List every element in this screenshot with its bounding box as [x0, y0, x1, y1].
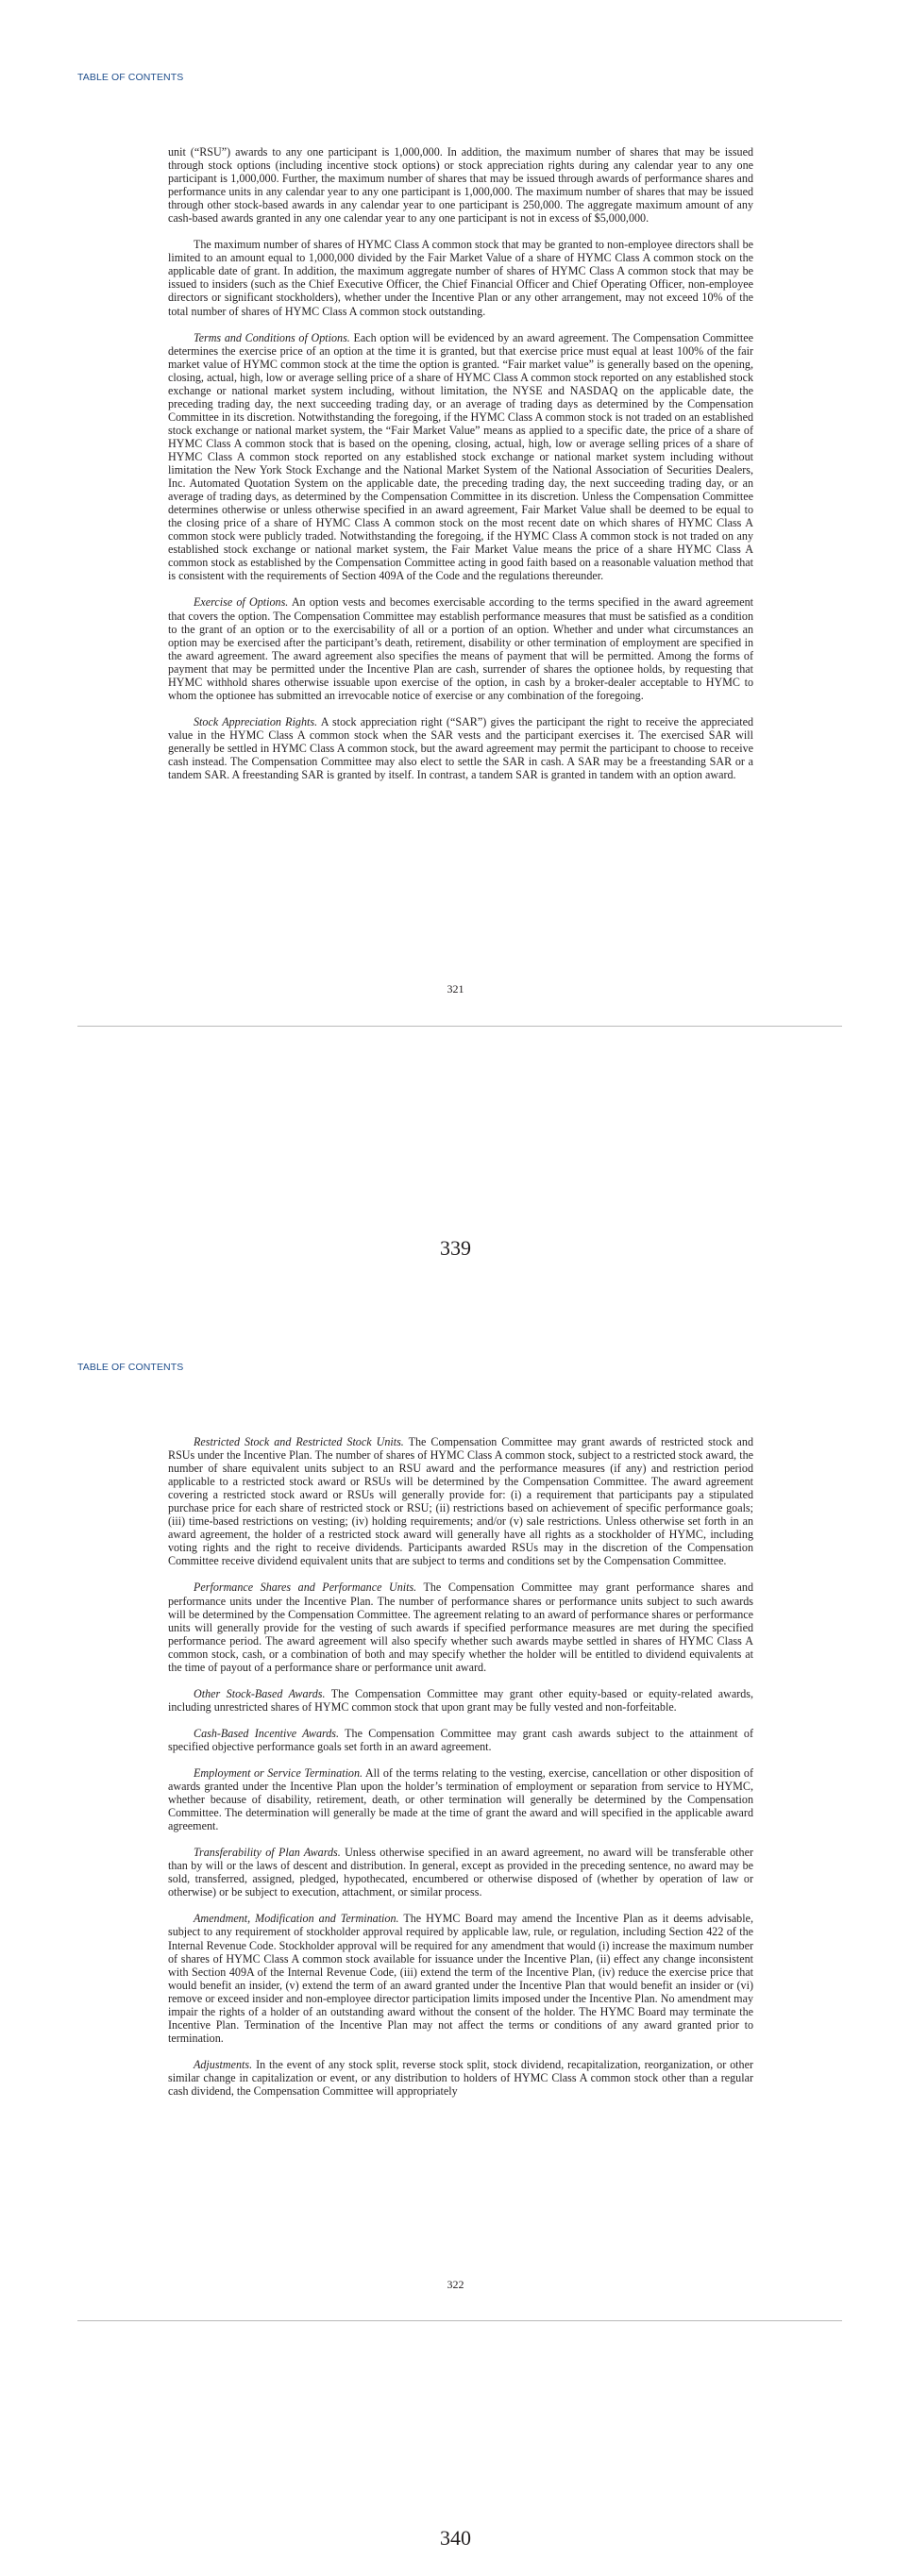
page-divider: [77, 1026, 842, 1027]
paragraph-text: The maximum number of shares of HYMC Class A common stock that may be granted to non-employee directors shall be limited to an amount equal to 1,000,000 divided by the Fair Market Value of a share of HYMC Class A common stock on the applicable date of grant. In addition, the maximum aggregate number of shares of HYMC Class A common stock that may be issued to insiders (such as the Chief Executive Officer, the Chief Financial Officer and Chief Operating Officer, non-employee directors or significant stockholders), whether under the Incentive Plan or any other arrangement, may not exceed 10% of the total number of shares of HYMC Class A common stock outstanding.: [168, 238, 753, 318]
page-footer-number: 321: [447, 982, 464, 995]
paragraph-heading: Stock Appreciation Rights.: [194, 714, 318, 728]
page-divider: [77, 2320, 842, 2321]
table-of-contents-link[interactable]: TABLE OF CONTENTS: [77, 72, 184, 83]
paragraph-heading: Adjustments.: [194, 2057, 253, 2071]
paragraph-heading: Other Stock-Based Awards.: [194, 1686, 326, 1700]
paragraph-director-limits: [168, 238, 753, 317]
paragraph-performance-shares: [168, 1581, 753, 1673]
paragraph-heading: Restricted Stock and Restricted Stock Units.: [194, 1435, 404, 1448]
paragraph-other-stock-based-awards: [168, 1687, 753, 1714]
paragraph-stock-appreciation-rights: [168, 715, 753, 781]
paragraph-heading: Amendment, Modification and Termination.: [194, 1912, 399, 1926]
page-322-body: [168, 1435, 753, 2111]
paragraph-text: Unless otherwise specified in an award agreement, no award will be transferable other than by will or the laws of descent and distribution. In general, except as provided in the preceding sentence, no award may be sold, transferred, assigned, pledged, hypothecated, encumbered or otherwise disposed of (whether by operation of law or otherwise) or be subject to execution, attachment, or similar process.: [168, 1846, 753, 1899]
paragraph-restricted-stock: [168, 1435, 753, 1567]
page-321-body: [168, 145, 753, 795]
paragraph-award-limits: [168, 145, 753, 225]
paragraph-text: Each option will be evidenced by an award agreement. The Compensation Committee determines the exercise price of an option at the time it is granted, but that exercise price must equal at least 100% of the fair market value of HYMC common stock at the time the option is granted. “Fair market value” is generally based on the opening, closing, actual, high, low or average selling price of a share of HYMC Class A common stock reported on any established stock exchange or national market system including, without limitation, the NYSE and NASDAQ on the applicable date, the preceding trading day, the next succeeding trading day, or an average of trading days as determined by the Compensation Committee in its discretion. Notwithstanding the foregoing, if the HYMC Class A common stock is not traded on an established stock exchange or national market system, the “Fair Market Value” means as applied to a specific date, the price of a share of HYMC Class A common stock that is based on the opening, closing, actual, high, low or average selling prices of a share of HYMC Class A common stock reported on any established stock exchange or national market system including without limitation the New York Stock Exchange and the National Market System of the National Association of Securities Dealers, Inc. Automated Quotation System on the applicable date, the preceding trading day, the next succeeding trading day, or an average of trading days, as determined by the Compensation Committee in its discretion. Unless the Compensation Committee determines otherwise or unless otherwise specified in an award agreement, Fair Market Value shall be deemed to be equal to the closing price of a share of HYMC Class A common stock on the most recent date on which shares of HYMC Class A common stock were publicly traded. Notwithstanding the foregoing, if the HYMC Class A common stock is not traded on any established stock exchange or national market system, the Fair Market Value means the price of a share HYMC Class A common stock as established by the Compensation Committee acting in good faith based on a reasonable valuation method that is consistent with the requirements of Section 409A of the Code and the regulations thereunder.: [168, 330, 753, 583]
paragraph-adjustments: [168, 2058, 753, 2098]
paragraph-employment-termination: [168, 1766, 753, 1832]
paragraph-cash-based-awards: [168, 1727, 753, 1753]
paragraph-text: An option vests and becomes exercisable according to the terms specified in the award agreement that covers the option. The Compensation Committee may establish performance measures that must be satisfied as a condition to the grant of an option or to the exercisability of all or a portion of an option. Whether and under what circumstances an option may be exercised after the participant’s death, retirement, disability or other termination of employment are specified in the award agreement. The award agreement also specifies the means of payment that will be permitted. Among the forms of payment that may be permitted under the Incentive Plan are cash, surrender of shares the optionee holds, by requesting that HYMC withhold shares otherwise issuable upon exercise of the option, in cash by a broker-dealer acceptable to HYMC to whom the optionee has submitted an irrevocable notice of exercise or any combination of the foregoing.: [168, 595, 753, 702]
paragraph-amendment: [168, 1912, 753, 2044]
paragraph-heading: Terms and Conditions of Options.: [194, 330, 350, 344]
paragraph-text: All of the terms relating to the vesting, exercise, cancellation or other disposition of awards granted under the Incentive Plan upon the holder’s termination of employment or separation from service to HYMC, whether because of disability, retirement, death, or other termination will generally be determined by the Compensation Committee. The determination will generally be made at the time of grant the award and will specified in the applicable award agreement.: [168, 1765, 753, 1833]
paragraph-text: The Compensation Committee may grant performance shares and performance units under the Incentive Plan. The number of performance shares or performance units subject to such awards will be determined by the Compensation Committee. The agreement relating to an award of performance shares or performance units will generally provide for the vesting of such awards if specified performance measures are met during the specified performance period. The award agreement will also specify whether such awards maybe settled in shares of HYMC Class A common stock, cash, or a combination of both and may specify whether the holder will be entitled to dividend equivalents at the time of payout of a performance share or performance unit award.: [168, 1581, 754, 1674]
paragraph-heading: Employment or Service Termination.: [194, 1765, 363, 1780]
paragraph-exercise-of-options: [168, 595, 753, 701]
paragraph-text: A stock appreciation right (“SAR”) gives the participant the right to receive the appreciated value in the HYMC Class A common stock when the SAR vests and the participant exercises it. The exercised SAR will generally be settled in HYMC Class A common stock, but the award agreement may permit the participant to choose to receive cash instead. The Compensation Committee may also elect to settle the SAR in cash. A SAR may be a freestanding SAR or a tandem SAR. A freestanding SAR is granted by itself. In contrast, a tandem SAR is granted in tandem with an option award.: [168, 714, 753, 782]
table-of-contents-link[interactable]: TABLE OF CONTENTS: [77, 1362, 184, 1373]
paragraph-text: The Compensation Committee may grant awards of restricted stock and RSUs under the Incentive Plan. The number of shares of HYMC Class A common stock, subject to a restricted stock award, the number of share equivalent units subject to an RSU award and the performance measures (if any) and restriction period applicable to a restricted stock award or RSUs will be determined by the Compensation Committee. The award agreement covering a restricted stock award or RSUs will generally provide for: (i) a requirement that participants pay a stipulated purchase price for each share of restricted stock or RSU; (ii) restrictions based on achievement of specific performance goals; (iii) time-based restrictions on vesting; (iv) holding requirements; and/or (v) sale restrictions. Unless otherwise set forth in an award agreement, the holder of a restricted stock award will generally have all rights as a stockholder of HYMC, including voting rights and the right to receive dividends. Participants awarded RSUs may in the discretion of the Compensation Committee receive dividend equivalent units that are subject to terms and conditions set by the Compensation Committee.: [168, 1435, 754, 1568]
paragraph-heading: Cash-Based Incentive Awards.: [194, 1726, 340, 1740]
paragraph-heading: Exercise of Options.: [194, 595, 289, 610]
paragraph-text: The Compensation Committee may grant other equity-based or equity-related awards, including unrestricted shares of HYMC common stock that upon grant may be fully vested and non-forfeitable.: [168, 1686, 753, 1714]
page-marker-number: 339: [440, 1236, 471, 1260]
paragraph-text: In the event of any stock split, reverse stock split, stock dividend, recapitalization, reorganization, or other similar change in capitalization or event, or any distribution to holders of HYMC Class A common stock other than a regular cash dividend, the Compensation Committee will appropriately: [168, 2057, 753, 2098]
paragraph-heading: Performance Shares and Performance Units.: [194, 1581, 417, 1595]
page-footer-number: 322: [447, 2278, 464, 2291]
paragraph-text: unit (“RSU”) awards to any one participant is 1,000,000. In addition, the maximum number of shares that may be issued through stock options (including incentive stock options) or stock appreciation rights during any calendar year to any one participant is 1,000,000. Further, the maximum number of shares that may be issued through awards of performance shares and performance units in any calendar year to any one participant is 1,000,000. The maximum number of shares that may be issued through other stock-based awards in any calendar year to one participant is 250,000. The aggregate maximum amount of any cash-based awards granted in any one calendar year to any one participant is not in excess of $5,000,000.: [168, 145, 753, 226]
paragraph-transferability: [168, 1846, 753, 1899]
paragraph-terms-of-options: [168, 331, 753, 583]
paragraph-text: The HYMC Board may amend the Incentive Plan as it deems advisable, subject to any requirement of stockholder approval required by applicable law, rule, or regulation, including Section 422 of the Internal Revenue Code. Stockholder approval will be required for any amendment that would (i) increase the maximum number of shares of HYMC Class A common stock available for issuance under the Incentive Plan, (ii) effect any change inconsistent with Section 409A of the Internal Revenue Code, (iii) extend the term of the Incentive Plan, (iv) reduce the exercise price that would benefit an insider, (v) extend the term of an award granted under the Incentive Plan that would benefit an insider or (vi) remove or exceed insider and non-employee director participation limits imposed under the Incentive Plan. No amendment may impair the rights of a holder of an outstanding award without the consent of the holder. The HYMC Board may terminate the Incentive Plan. Termination of the Incentive Plan may not affect the terms or conditions of any award granted prior to termination.: [168, 1912, 753, 2045]
paragraph-heading: Transferability of Plan Awards.: [194, 1846, 341, 1860]
page-marker-number: 340: [440, 2526, 471, 2550]
paragraph-text: The Compensation Committee may grant cash awards subject to the attainment of specified objective performance goals set forth in an award agreement.: [168, 1726, 753, 1753]
